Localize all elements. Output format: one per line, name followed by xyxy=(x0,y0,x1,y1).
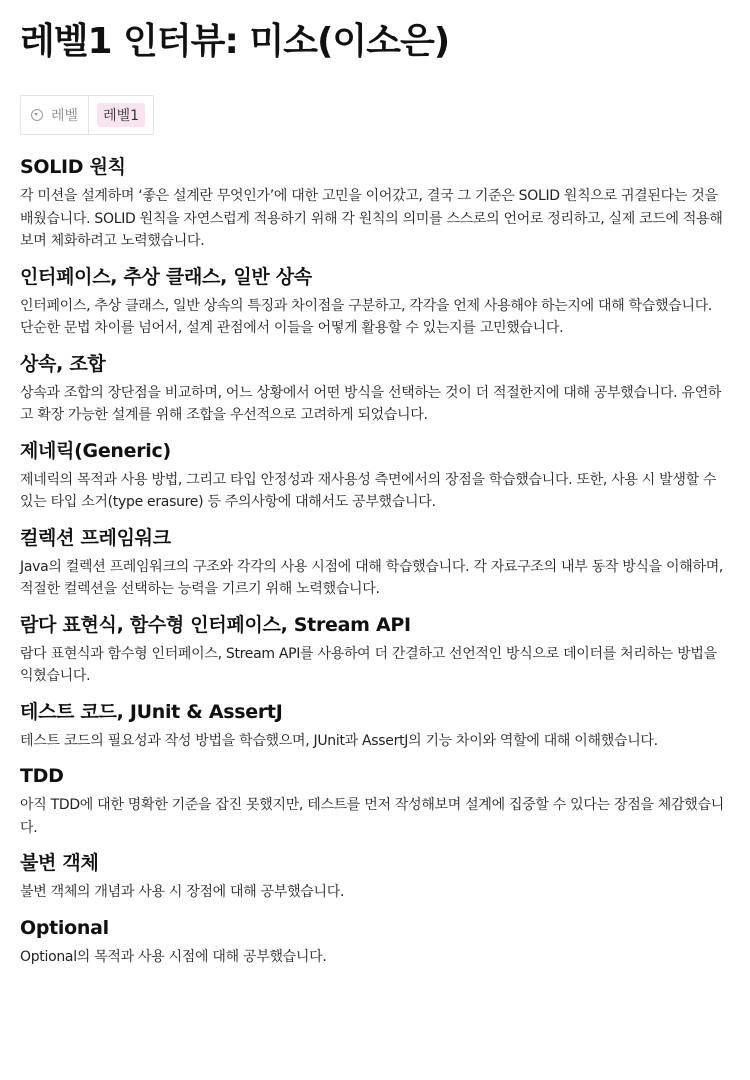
section-body: 인터페이스, 추상 클래스, 일반 상속의 특징과 차이점을 구분하고, 각각을 언제 사용해야 하는지에 대해 학습했습니다. 단순한 문법 차이를 넘어서, 설계 관점에서 이들을 어떻게 활용할 수 있는지를 고민했습니다. xyxy=(20,297,713,336)
section-immutable xyxy=(20,849,728,904)
page-title: 레벨1 인터뷰: 미소(이소은) xyxy=(20,21,450,62)
property-row[interactable] xyxy=(20,95,154,135)
section-heading: TDD xyxy=(20,765,64,787)
section-body: 각 미션을 설계하며 ‘좋은 설계란 무엇인가’에 대한 고민을 이어갔고, 결국 그 기준은 SOLID 원칙으로 귀결된다는 것을 배웠습니다. SOLID 원칙을 자연스럽게 적용하기 위해 각 원칙의 의미를 스스로의 언어로 정리하고, 실제 코드에 적용해보며 체화하려고 노력했습니다. xyxy=(20,188,723,249)
section-heading: 테스트 코드, JUnit & AssertJ xyxy=(20,700,283,723)
section-heading: Optional xyxy=(20,916,109,939)
section-collection xyxy=(20,524,728,601)
section-generic xyxy=(20,437,728,514)
section-lambda xyxy=(20,611,728,688)
section-solid xyxy=(20,153,728,253)
section-heading: 불변 객체 xyxy=(20,852,99,874)
section-heading: 컬렉션 프레임워크 xyxy=(20,526,171,549)
section-body: Optional의 목적과 사용 시점에 대해 공부했습니다. xyxy=(20,948,327,965)
section-heading: SOLID 원칙 xyxy=(20,156,126,178)
section-body: 람다 표현식과 함수형 인터페이스, Stream API를 사용하여 더 간결하고 선언적인 방식으로 데이터를 처리하는 방법을 익혔습니다. xyxy=(20,645,717,684)
property-value-cell[interactable] xyxy=(89,96,153,134)
section-heading: 인터페이스, 추상 클래스, 일반 상속 xyxy=(20,265,312,288)
level-tag: 레벨1 xyxy=(97,103,145,127)
section-body: 상속과 조합의 장단점을 비교하며, 어느 상황에서 어떤 방식을 선택하는 것이 더 적절한지에 대해 공부했습니다. 유연하고 확장 가능한 설계를 위해 조합을 우선적으로 고려하게 되었습니다. xyxy=(20,384,722,423)
section-body: 아직 TDD에 대한 명확한 기준을 잡진 못했지만, 테스트를 먼저 작성해보며 설계에 집중할 수 있다는 장점을 체감했습니다. xyxy=(20,797,724,836)
section-body: 제네릭의 목적과 사용 방법, 그리고 타입 안정성과 재사용성 측면에서의 장점을 학습했습니다. 또한, 사용 시 발생할 수 있는 타입 소거(type erasure) 등 주의사항에 대해서도 공부했습니다. xyxy=(20,471,717,510)
section-tdd xyxy=(20,762,728,839)
section-inheritance xyxy=(20,350,728,427)
property-name: 레벨 xyxy=(51,108,79,124)
property-name-cell[interactable] xyxy=(21,96,89,134)
section-body: 테스트 코드의 필요성과 작성 방법을 학습했으며, JUnit과 AssertJ의 기능 차이와 역할에 대해 이해했습니다. xyxy=(20,732,658,749)
section-test xyxy=(20,698,728,753)
section-heading: 람다 표현식, 함수형 인터페이스, Stream API xyxy=(20,613,411,636)
section-interface xyxy=(20,263,728,340)
select-property-icon xyxy=(31,109,43,121)
section-body: Java의 컬렉션 프레임워크의 구조와 각각의 사용 시점에 대해 학습했습니다. 각 자료구조의 내부 동작 방식을 이해하며, 적절한 컬렉션을 선택하는 능력을 기르기 위해 노력했습니다. xyxy=(20,558,724,597)
section-body: 불변 객체의 개념과 사용 시 장점에 대해 공부했습니다. xyxy=(20,884,345,900)
section-optional xyxy=(20,914,728,969)
section-heading: 제네릭(Generic) xyxy=(20,439,171,462)
section-heading: 상속, 조합 xyxy=(20,352,106,375)
